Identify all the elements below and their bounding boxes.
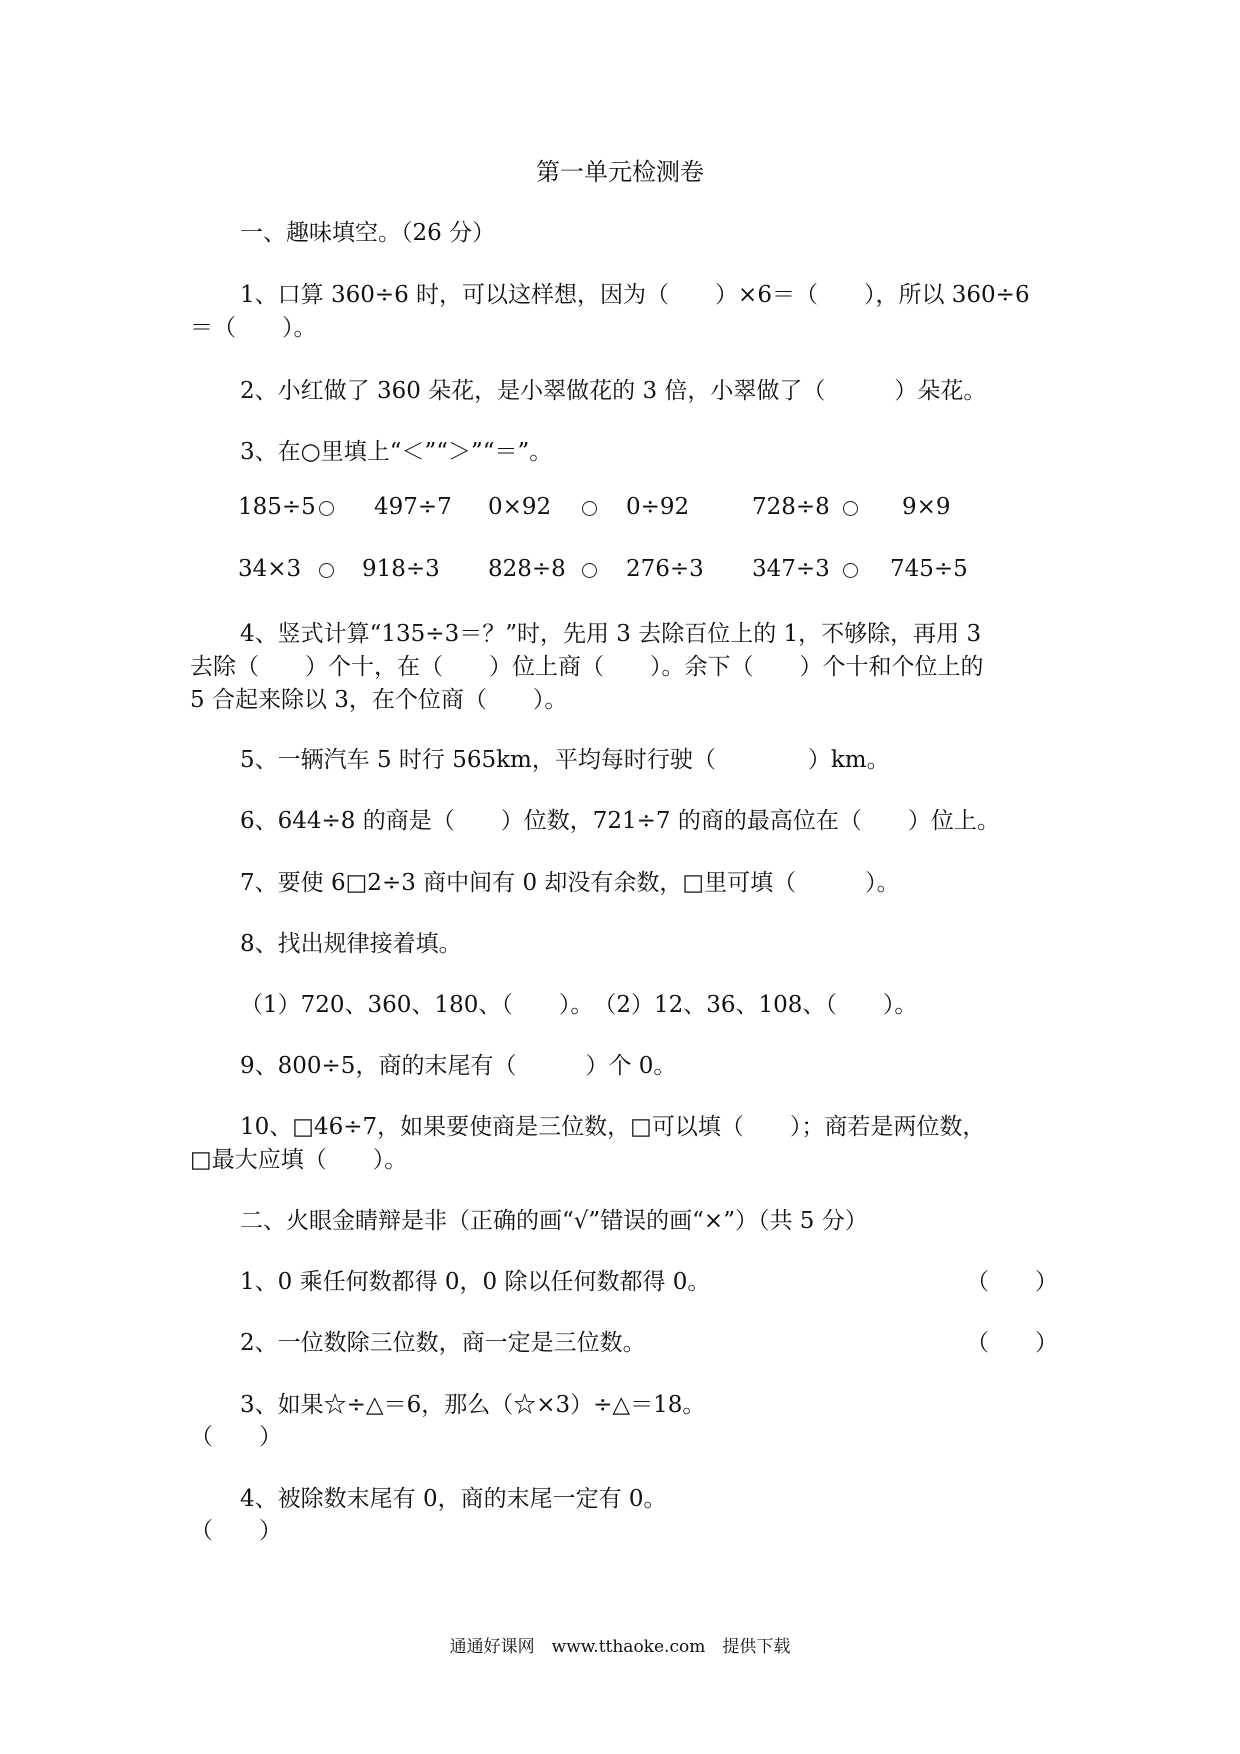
judge-question-3: 3、如果☆÷△＝6，那么（☆×3）÷△＝18。: [240, 1392, 706, 1418]
compare-left: 347÷3: [752, 556, 830, 582]
answer-blank: （ ）: [966, 1330, 1058, 1356]
question-8: 8、找出规律接着填。: [240, 931, 462, 957]
circle-blank: [582, 501, 597, 516]
circle-blank: [843, 563, 858, 578]
answer-blank: （ ）: [190, 1424, 282, 1450]
answer-blank: （ ）: [190, 1518, 282, 1544]
compare-left: 34×3: [238, 556, 302, 582]
compare-right: 745÷5: [890, 556, 968, 582]
question-7: 7、要使 6□2÷3 商中间有 0 却没有余数，□里可填（ ）。: [240, 870, 900, 896]
judge-question-2: 2、一位数除三位数，商一定是三位数。: [240, 1330, 646, 1356]
compare-right: 276÷3: [626, 556, 704, 582]
question-10-line-2: □最大应填（ ）。: [190, 1147, 408, 1173]
question-4-line-2: 去除（ ）个十，在（ ）位上商（ ）。余下（ ）个十和个位上的: [190, 654, 984, 680]
compare-right: 918÷3: [362, 556, 440, 582]
circle-blank: [843, 501, 858, 516]
answer-blank: （ ）: [966, 1269, 1058, 1295]
circle-blank: [319, 501, 334, 516]
compare-right: 497÷7: [374, 494, 452, 520]
judge-question-1: 1、0 乘任何数都得 0，0 除以任何数都得 0。: [240, 1269, 711, 1295]
question-4-line-1: 4、竖式计算“135÷3＝？”时，先用 3 去除百位上的 1，不够除，再用 3: [240, 621, 982, 647]
section2-heading: 二、火眼金睛辩是非（正确的画“√”错误的画“×”）（共 5 分）: [240, 1208, 868, 1234]
compare-right: 9×9: [902, 494, 951, 520]
compare-right: 0÷92: [626, 494, 690, 520]
question-10-line-1: 10、□46÷7，如果要使商是三位数，□可以填（ ）；商若是两位数，: [240, 1114, 986, 1140]
section1-heading: 一、趣味填空。（26 分）: [240, 220, 496, 246]
question-5: 5、一辆汽车 5 时行 565km，平均每时行驶（ ）km。: [240, 747, 890, 773]
compare-left: 728÷8: [752, 494, 830, 520]
judge-question-4: 4、被除数末尾有 0，商的末尾一定有 0。: [240, 1486, 667, 1512]
question-3: 3、在○里填上“＜”“＞”“＝”。: [240, 439, 553, 465]
question-1-line-1: 1、口算 360÷6 时，可以这样想，因为（ ）×6＝（ ），所以 360÷6: [240, 282, 1030, 308]
compare-left: 185÷5: [238, 494, 316, 520]
question-6: 6、644÷8 的商是（ ）位数，721÷7 的商的最高位在（ ）位上。: [240, 808, 1000, 834]
circle-blank: [319, 563, 334, 578]
question-1-line-2: ＝（ ）。: [190, 315, 317, 341]
page-footer: 通通好课网 www.tthaoke.com 提供下载: [449, 1637, 791, 1657]
circle-blank: [582, 563, 597, 578]
page-title: 第一单元检测卷: [536, 158, 704, 186]
compare-left: 828÷8: [488, 556, 566, 582]
question-8-sub: （1）720、360、180、（ ）。 （2）12、36、108、（ ）。: [240, 992, 918, 1018]
question-9: 9、800÷5，商的末尾有（ ）个 0。: [240, 1053, 677, 1079]
compare-left: 0×92: [488, 494, 552, 520]
question-4-line-3: 5 合起来除以 3，在个位商（ ）。: [190, 687, 568, 713]
question-2: 2、小红做了 360 朵花，是小翠做花的 3 倍，小翠做了（ ）朵花。: [240, 378, 987, 404]
